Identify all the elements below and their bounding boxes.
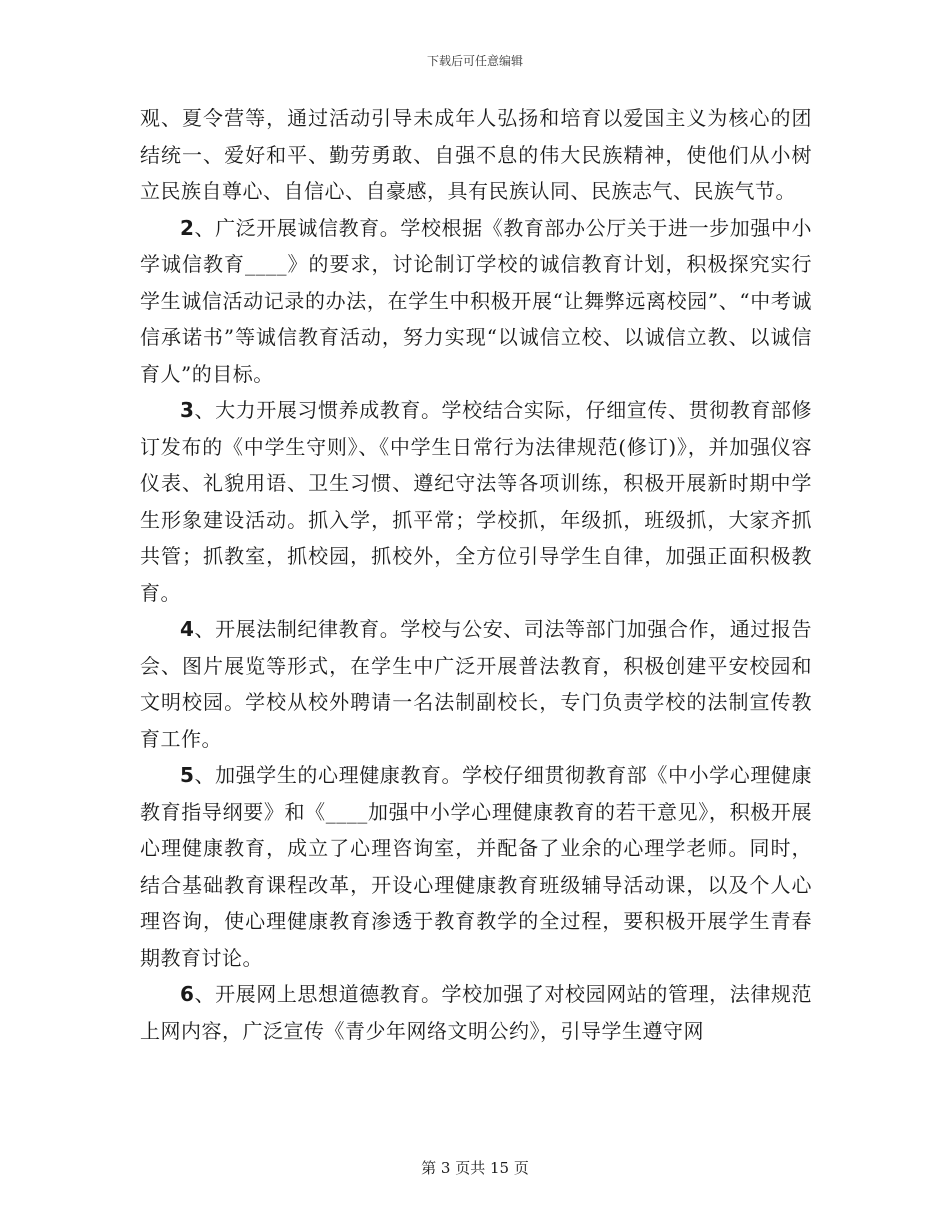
paragraph-integrity-education <box>140 210 812 393</box>
paragraph-text: 、大力开展习惯养成教育。学校结合实际，仔细宣传、贯彻教育部修订发布的《中学生守则》、《中学生日常行为法律规范(修订)》，并加强仪容仪表、礼貌用语、卫生习惯、遵纪守法等各项训练，积极开展新时期中学生形象建设活动。抓入学，抓平常；学校抓，年级抓，班级抓，大家齐抓共管；抓教室，抓校园，抓校外，全方位引导学生自律，加强正面积极教育。 <box>140 398 812 605</box>
paragraph-legal-education <box>140 611 812 757</box>
document-body <box>140 100 812 1049</box>
paragraph-text: 、加强学生的心理健康教育。学校仔细贯彻教育部《中小学心理健康教育指导纲要》和《____加强中小学心理健康教育的若干意见》，积极开展心理健康教育，成立了心理咨询室，并配备了业余的心理学老师。同时，结合基础教育课程改革，开设心理健康教育班级辅导活动课，以及个人心理咨询，使心理健康教育渗透于教育教学的全过程，要积极开展学生青春期教育讨论。 <box>140 763 812 970</box>
paragraph-text: 、开展网上思想道德教育。学校加强了对校园网站的管理，法律规范上网内容，广泛宣传《青少年网络文明公约》，引导学生遵守网 <box>140 982 812 1043</box>
paragraph-number: 5 <box>180 763 195 787</box>
paragraph-text: 、广泛开展诚信教育。学校根据《教育部办公厅关于进一步加强中小学诚信教育____》的要求，讨论制订学校的诚信教育计划，积极探究实行学生诚信活动记录的办法，在学生中积极开展“让舞弊远离校园”、“中考诚信承诺书”等诚信教育活动，努力实现“以诚信立校、以诚信立教、以诚信育人”的目标。 <box>140 215 812 386</box>
page-number-footer: 第 3 页共 15 页 <box>421 1159 529 1177</box>
paragraph-number: 4 <box>180 617 195 641</box>
paragraph-habit-education <box>140 392 812 611</box>
paragraph-number: 3 <box>180 398 195 422</box>
page-header: 下载后可任意编辑 <box>426 54 523 68</box>
paragraph-number: 2 <box>180 215 195 240</box>
paragraph-mental-health-education <box>140 757 812 976</box>
paragraph-text: 观、夏令营等，通过活动引导未成年人弘扬和培育以爱国主义为核心的团结统一、爱好和平、勤劳勇敢、自强不息的伟大民族精神，使他们从小树立民族自尊心、自信心、自豪感，具有民族认同、民族志气、民族气节。 <box>140 106 812 203</box>
paragraph-continuation <box>140 100 812 210</box>
paragraph-number: 6 <box>180 982 195 1006</box>
paragraph-text: 、开展法制纪律教育。学校与公安、司法等部门加强合作，通过报告会、图片展览等形式，在学生中广泛开展普法教育，积极创建平安校园和文明校园。学校从校外聘请一名法制副校长，专门负责学校的法制宣传教育工作。 <box>140 617 812 751</box>
paragraph-online-moral-education <box>140 976 812 1049</box>
